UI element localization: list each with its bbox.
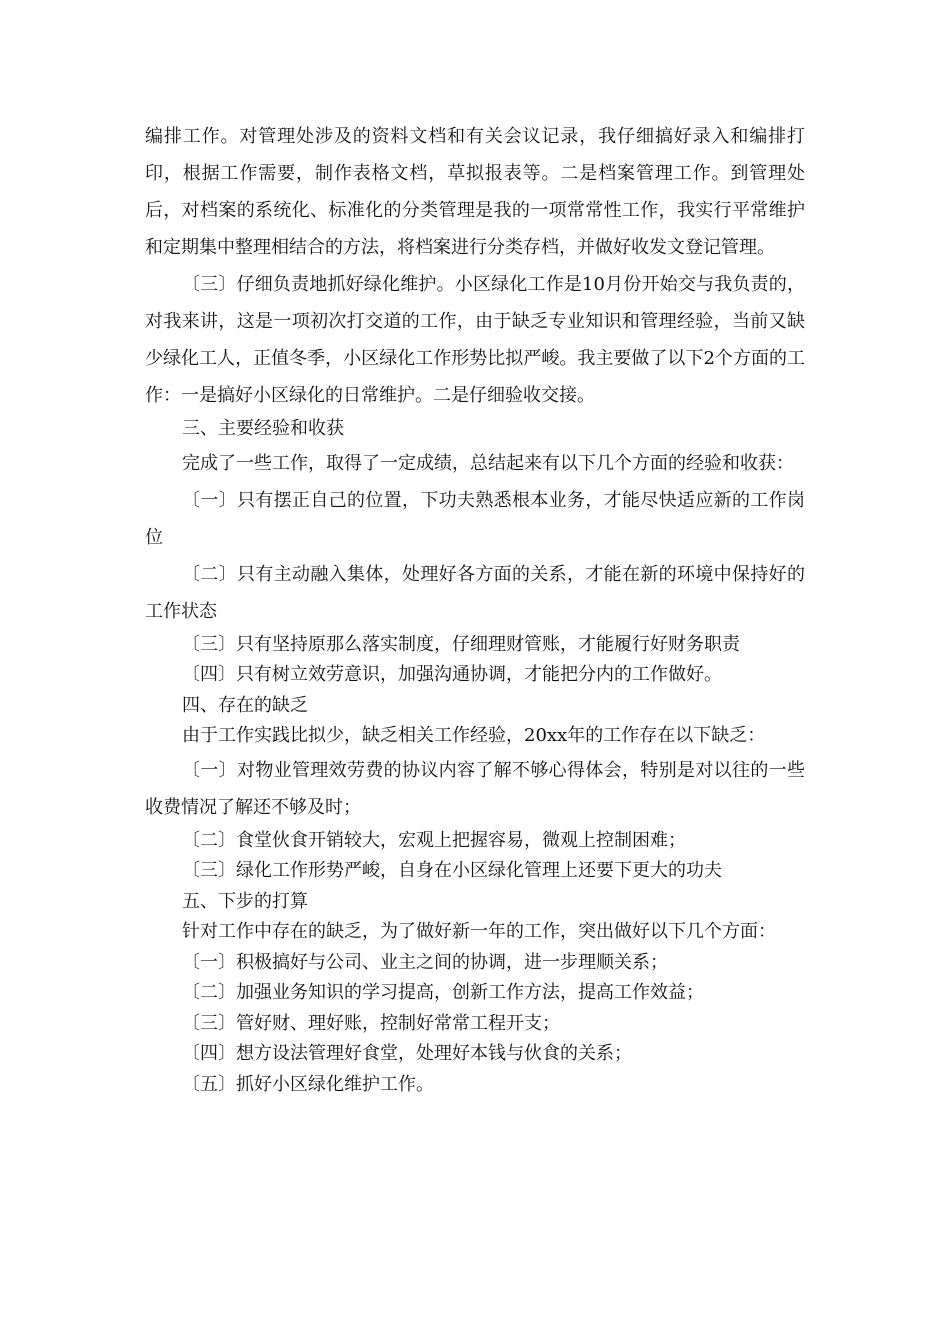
section-heading-experience: 三、主要经验和收获	[182, 418, 344, 439]
list-item-plan-1: 〔一〕积极搞好与公司、业主之间的协调，进一步理顺关系；	[182, 951, 668, 973]
section-heading-shortcomings: 四、存在的缺乏	[182, 694, 308, 716]
list-item-experience-3: 〔三〕只有坚持原那么落实制度，仔细理财管账，才能履行好财务职责	[182, 633, 740, 655]
list-item-shortcoming-3: 〔三〕绿化工作形势严峻，自身在小区绿化管理上还要下更大的功夫	[182, 860, 722, 881]
paragraph-next-plan-intro: 针对工作中存在的缺乏，为了做好新一年的工作，突出做好以下几个方面：	[182, 921, 776, 942]
list-item-experience-1: 〔一〕只有摆正自己的位置，下功夫熟悉根本业务，才能尽快适应新的工作岗位	[145, 489, 805, 548]
section-heading-next-plan: 五、下步的打算	[182, 890, 308, 912]
paragraph-greening-maintenance: 〔三〕仔细负责地抓好绿化维护。小区绿化工作是10月份开始交与我负责的，对我来讲，这是一项初次打交道的工作，由于缺乏专业知识和管理经验，当前又缺少绿化工人，正值冬季，小区绿化工作形势比拟严峻。我主要做了以下2个方面的工作：一是搞好小区绿化的日常维护。二是仔细验收交接。	[145, 274, 805, 406]
list-item-shortcoming-2: 〔二〕食堂伙食开销较大，宏观上把握容易，微观上控制困难；	[182, 829, 686, 851]
list-item-experience-2: 〔二〕只有主动融入集体，处理好各方面的关系，才能在新的环境中保持好的工作状态	[145, 563, 805, 622]
document-body	[145, 118, 805, 1100]
list-item-plan-4: 〔四〕想方设法管理好食堂，处理好本钱与伙食的关系；	[182, 1043, 632, 1064]
paragraph-filing-work: 编排工作。对管理处涉及的资料文档和有关会议记录，我仔细搞好录入和编排打印，根据工作需要，制作表格文档，草拟报表等。二是档案管理工作。到管理处后，对档案的系统化、标准化的分类管理是我的一项常常性工作，我实行平常维护和定期集中整理相结合的方法，将档案进行分类存档，并做好收发文登记管理。	[145, 126, 805, 258]
list-item-plan-2: 〔二〕加强业务知识的学习提高，创新工作方法，提高工作效益；	[182, 982, 704, 1003]
paragraph-shortcomings-intro: 由于工作实践比拟少，缺乏相关工作经验，20xx年的工作存在以下缺乏：	[182, 725, 766, 746]
paragraph-experience-intro: 完成了一些工作，取得了一定成绩，总结起来有以下几个方面的经验和收获：	[182, 452, 794, 474]
list-item-experience-4: 〔四〕只有树立效劳意识，加强沟通协调，才能把分内的工作做好。	[182, 664, 722, 685]
list-item-shortcoming-1: 〔一〕对物业管理效劳费的协议内容了解不够心得体会，特别是对以往的一些收费情况了解还不够及时；	[145, 759, 805, 818]
list-item-plan-5: 〔五〕抓好小区绿化维护工作。	[182, 1073, 434, 1095]
list-item-plan-3: 〔三〕管好财、理好账，控制好常常工程开支；	[182, 1012, 560, 1034]
